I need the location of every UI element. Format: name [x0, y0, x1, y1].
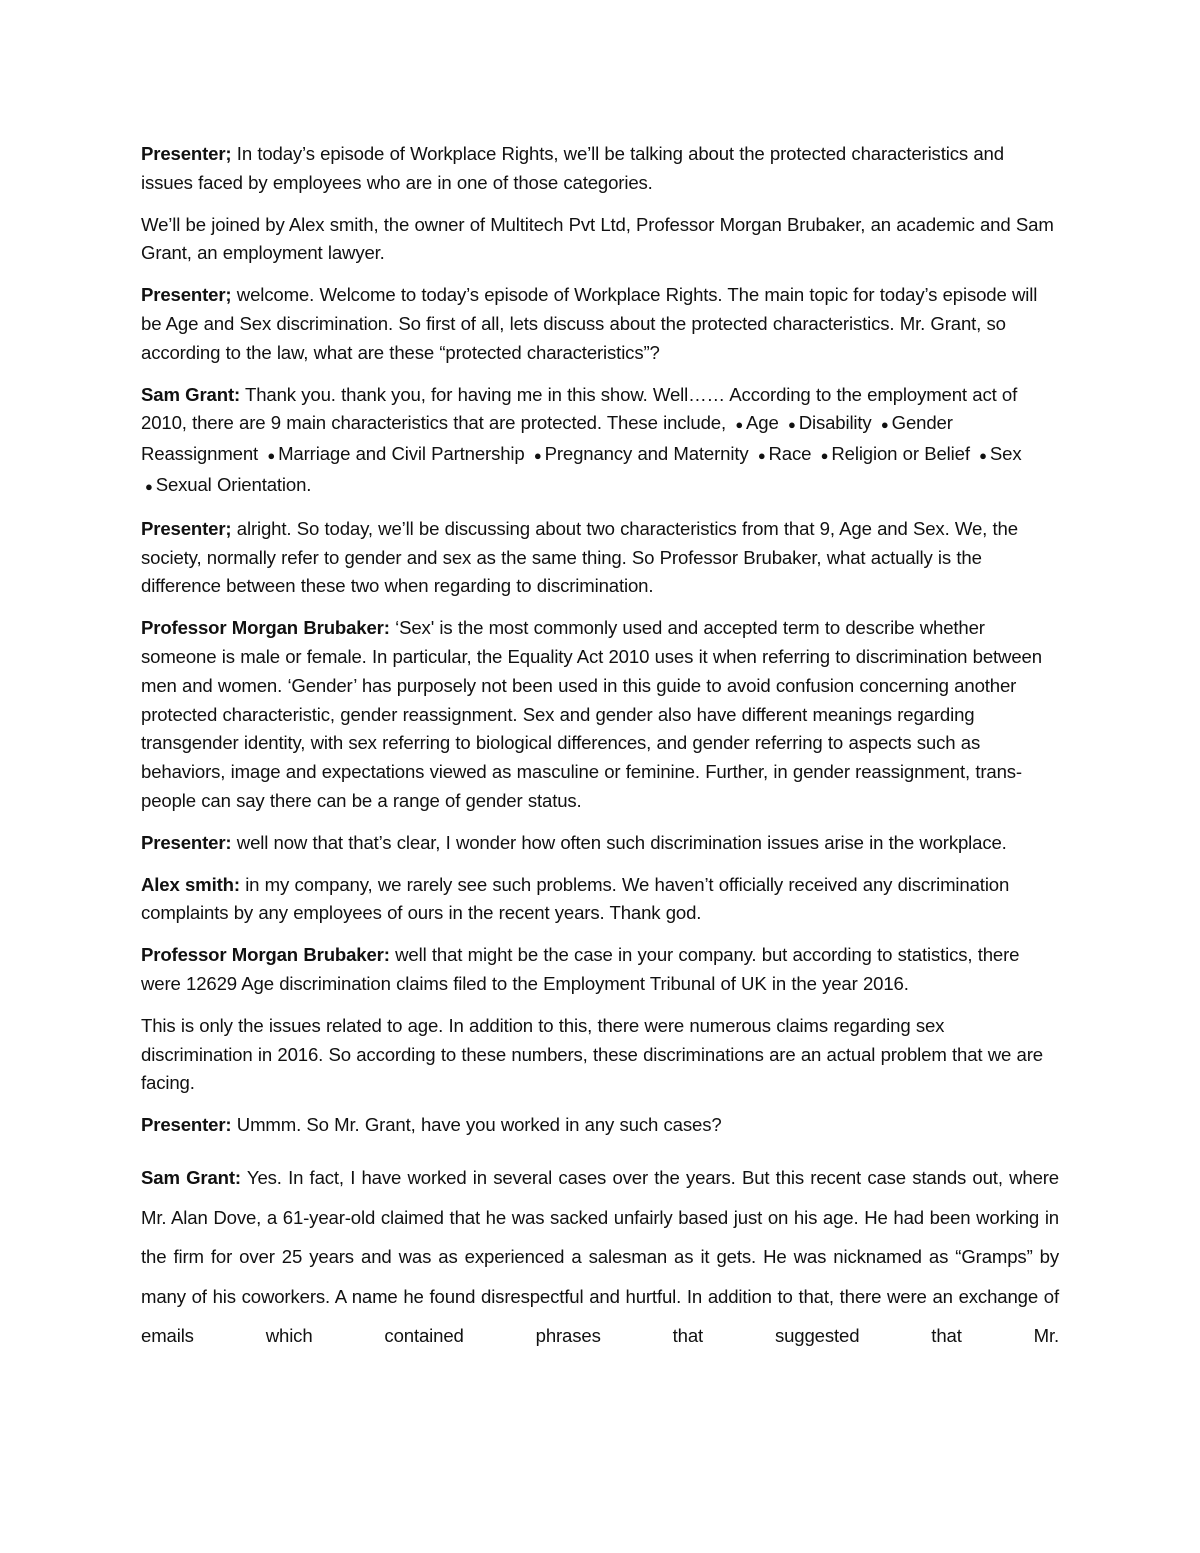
list-item: Sex	[989, 443, 1022, 465]
paragraph-text: Yes. In fact, I have worked in several cases over the years. But this recent case stands out, where Mr. Alan Dove, a 61-year-old claimed that he was sacked unfairly based just on his age. He had been working in the firm for over 25 years and was as experienced a salesman as it gets. He was nicknamed as “Gramps” by many of his coworkers. A name he found disrespectful and hurtful. In addition to that, there were an exchange of emails which contained phrases that suggested that Mr.	[141, 1166, 1059, 1347]
paragraph-text: well now that that’s clear, I wonder how often such discrimination issues arise in the workplace.	[231, 831, 1007, 853]
list-item: Religion or Belief	[831, 443, 970, 465]
speaker-label: Alex smith:	[141, 873, 240, 895]
speaker-label: Presenter:	[141, 831, 232, 853]
paragraph-presenter-frequency	[141, 829, 1059, 858]
speaker-label: Presenter;	[141, 284, 232, 306]
speaker-label: Professor Morgan Brubaker:	[141, 617, 390, 639]
bullet-icon: ●	[145, 478, 153, 494]
list-item: Age	[746, 412, 779, 434]
speaker-label: Presenter:	[141, 1114, 232, 1136]
paragraph-text: Thank you. thank you, for having me in this show. Well…… According to the employment act of 2010, there are 9 main characteristics that are protected. These include,	[141, 383, 1018, 434]
list-item: Sexual Orientation.	[155, 473, 312, 495]
speaker-label: Sam Grant:	[141, 383, 241, 405]
bullet-icon: ●	[787, 417, 796, 433]
paragraph-text: In today’s episode of Workplace Rights, we’ll be talking about the protected characteristics and issues faced by employees who are in one of those categories.	[141, 143, 1004, 193]
list-item: Disability	[798, 412, 872, 434]
paragraph-presenter-intro	[141, 140, 1059, 198]
paragraph-presenter-welcome	[141, 281, 1059, 367]
speaker-label: Presenter;	[141, 143, 232, 164]
paragraph-presenter-cases	[141, 1111, 1059, 1140]
paragraph-guests	[141, 211, 1059, 269]
paragraph-text: We’ll be joined by Alex smith, the owner of Multitech Pvt Ltd, Professor Morgan Brubaker, an academic and Sam Grant, an employment lawyer.	[141, 213, 1054, 264]
paragraph-sam-grant-characteristics	[141, 381, 1059, 502]
bullet-icon: ●	[979, 448, 987, 464]
bullet-icon: ●	[757, 448, 766, 464]
bullet-icon: ●	[267, 448, 276, 464]
list-item: Race	[768, 443, 812, 465]
bullet-icon: ●	[533, 448, 542, 464]
list-item: Marriage and Civil Partnership	[278, 443, 525, 465]
paragraph-brubaker-sex-gender	[141, 614, 1059, 816]
bullet-icon: ●	[880, 417, 889, 433]
paragraph-sam-grant-case	[141, 1158, 1059, 1356]
paragraph-text: welcome. Welcome to today’s episode of Workplace Rights. The main topic for today’s episode will be Age and Sex discrimination. So first of all, lets discuss about the protected characteristics. Mr. Grant, so according to the law, what are these “protected characteristics”?	[141, 284, 1038, 363]
paragraph-text: alright. So today, we’ll be discussing about two characteristics from that 9, Age and Sex. We, the society, normally refer to gender and sex as the same thing. So Professor Brubaker, what actually is the difference between these two when regarding to discrimination.	[141, 517, 1018, 597]
document-body	[141, 140, 1059, 1356]
paragraph-alex-smith	[141, 871, 1059, 929]
list-item: Pregnancy and Maternity	[544, 443, 749, 465]
paragraph-brubaker-statistics	[141, 941, 1059, 999]
speaker-label: Sam Grant:	[141, 1166, 241, 1188]
paragraph-text: in my company, we rarely see such problems. We haven’t officially received any discrimination complaints by any employees of ours in the recent years. Thank god.	[141, 873, 1010, 924]
paragraph-text: This is only the issues related to age. In addition to this, there were numerous claims regarding sex discrimination in 2016. So according to these numbers, these discriminations are an actual problem that we are facing.	[141, 1014, 1043, 1094]
bullet-icon: ●	[820, 448, 829, 464]
paragraph-text: Ummm. So Mr. Grant, have you worked in any such cases?	[231, 1114, 722, 1136]
speaker-label: Professor Morgan Brubaker:	[141, 944, 390, 966]
bullet-icon: ●	[735, 417, 744, 433]
paragraph-text: well that might be the case in your company. but according to statistics, there were 12629 Age discrimination claims filed to the Employment Tribunal of UK in the year 2016.	[141, 944, 1020, 994]
paragraph-text: ‘Sex' is the most commonly used and accepted term to describe whether someone is male or female. In particular, the Equality Act 2010 uses it when referring to discrimination between men and women. ‘Gender’ has purposely not been used in this guide to avoid confusion concerning another protected characteristic, gender reassignment. Sex and gender also have different meanings regarding transgender identity, with sex referring to biological differences, and gender referring to aspects such as behaviors, image and expectations viewed as masculine or feminine. Further, in gender reassignment, trans-people can say there can be a range of gender status.	[141, 617, 1042, 811]
paragraph-age-issues	[141, 1012, 1059, 1098]
list-item: Gender Reassignment	[141, 412, 953, 465]
speaker-label: Presenter;	[141, 517, 232, 539]
paragraph-presenter-age-sex	[141, 515, 1059, 601]
